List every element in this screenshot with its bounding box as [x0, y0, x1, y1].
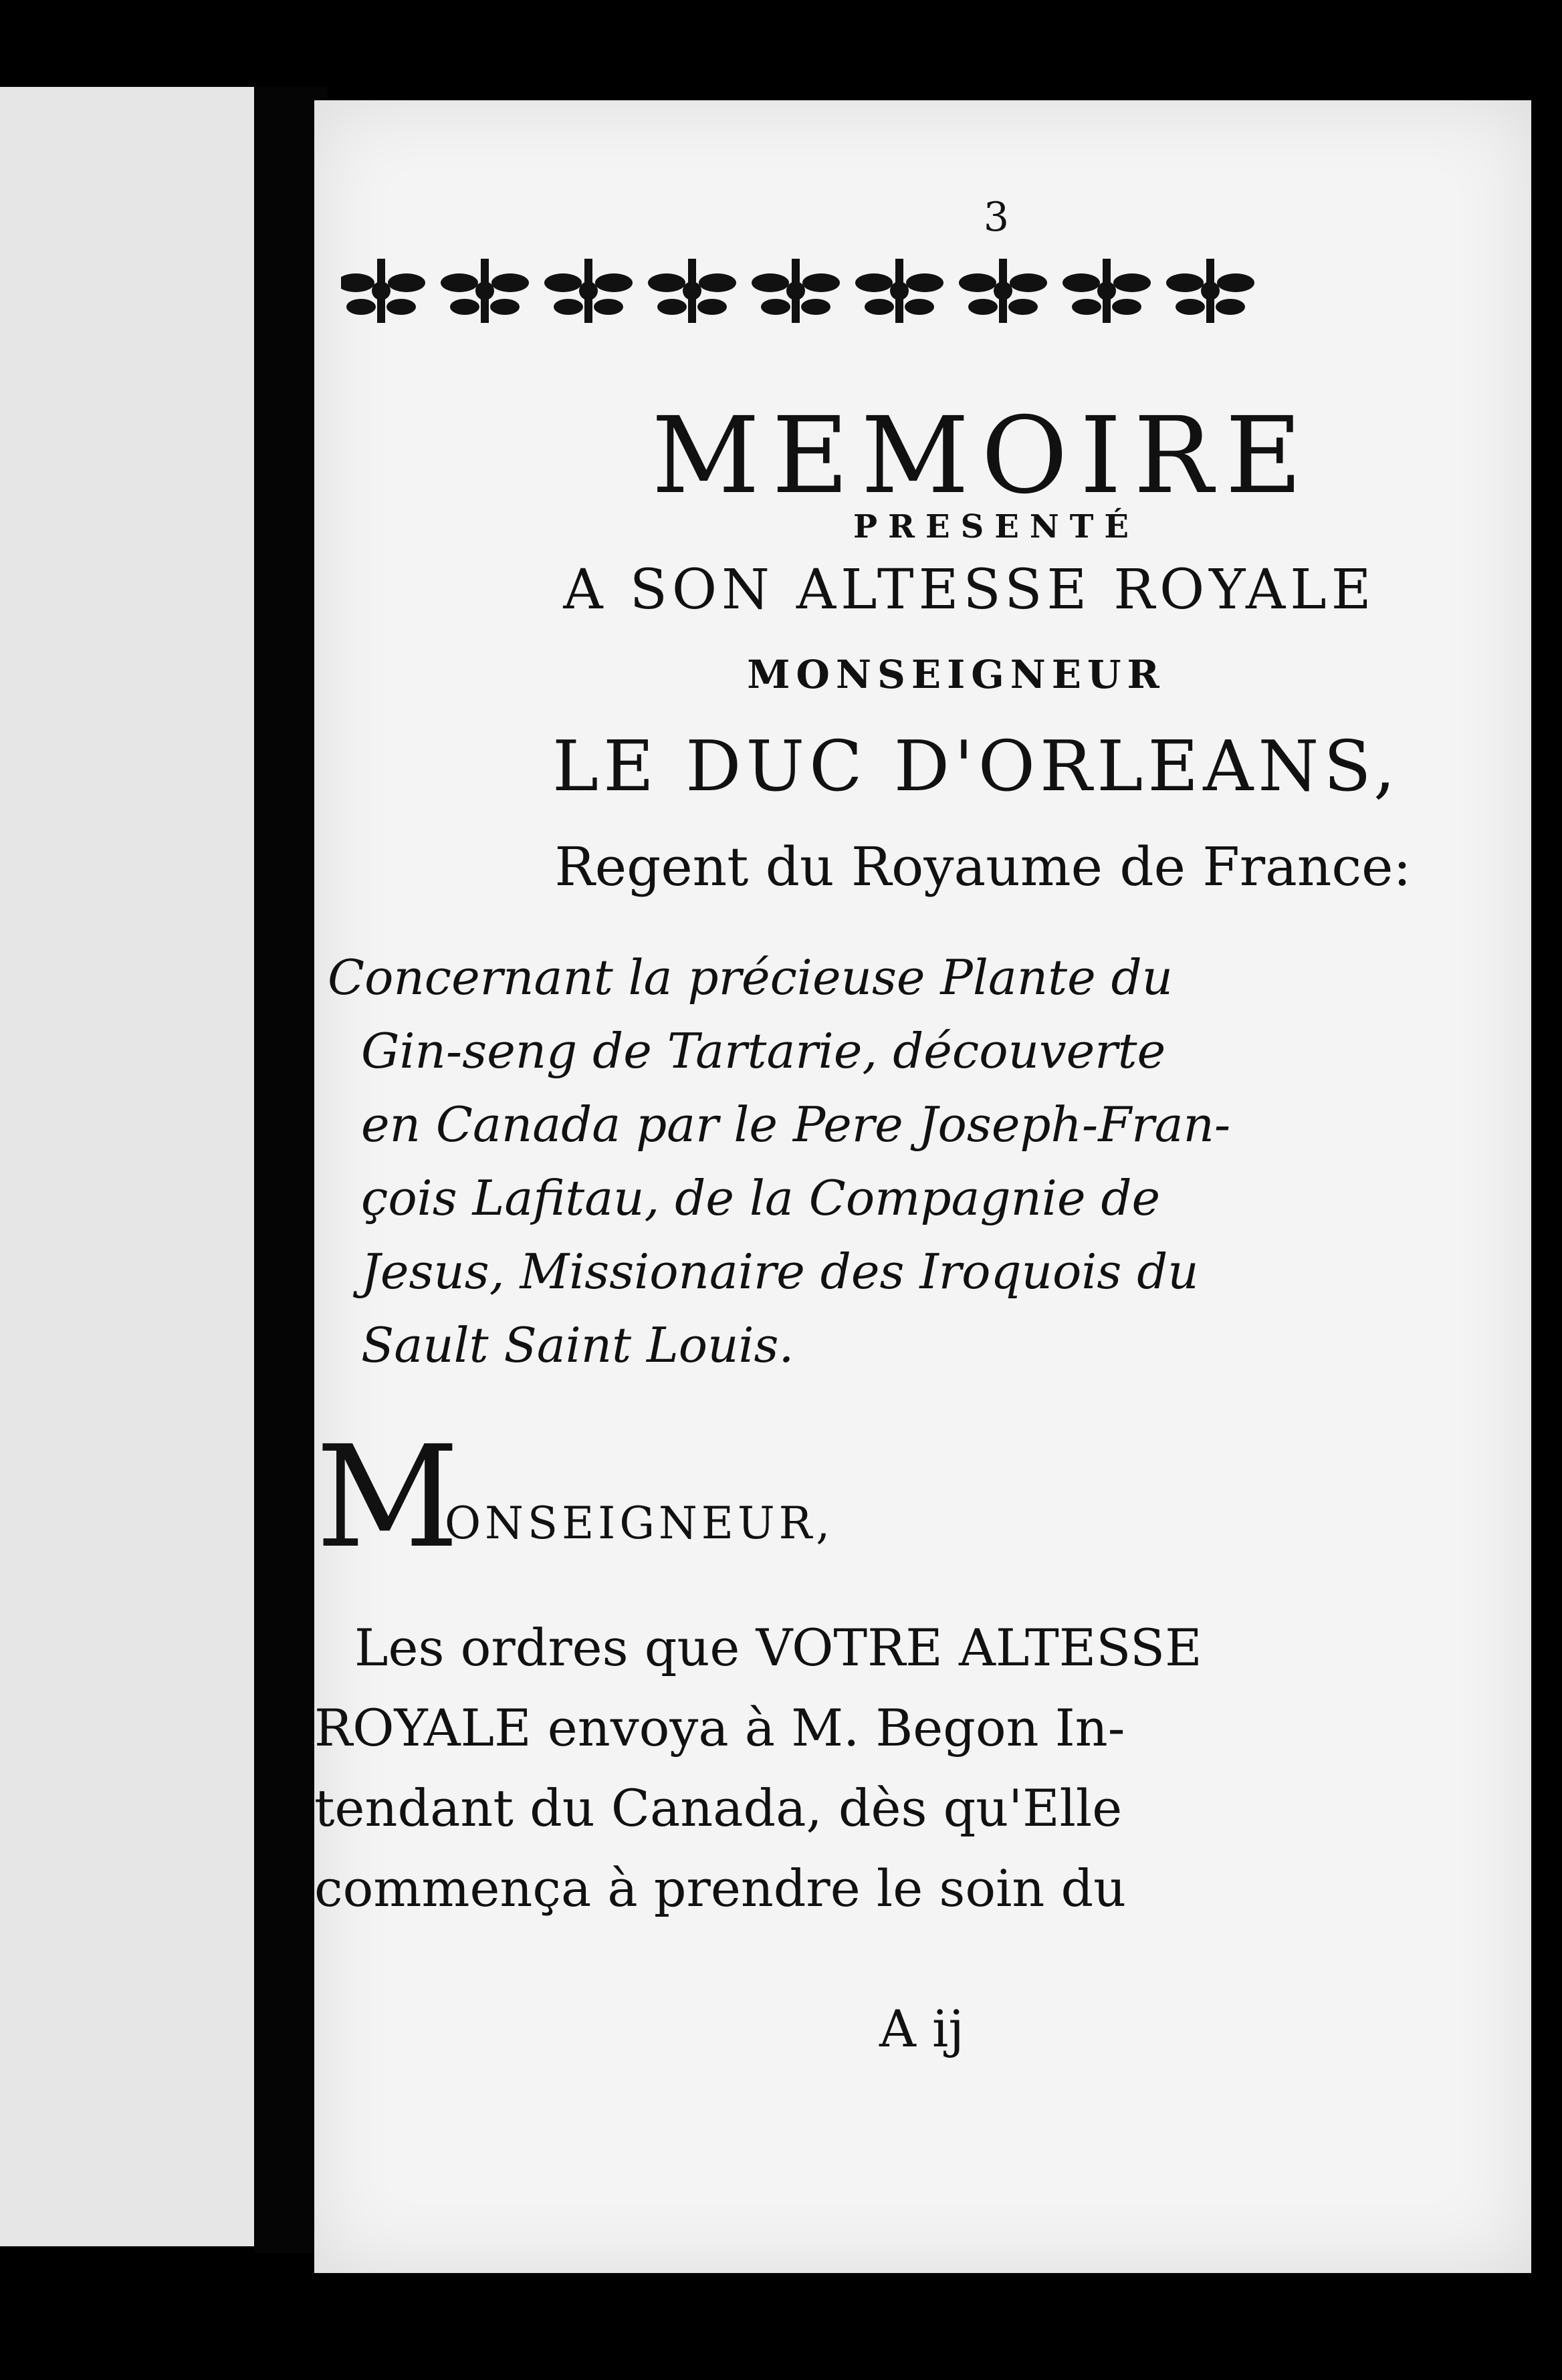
dedication-line: Regent du Royaume de France: — [554, 836, 1412, 898]
subject-line: Concernant la précieuse Plante du — [328, 949, 1174, 1005]
body-text-line: commença à prendre le soin du — [314, 1859, 1127, 1918]
subject-line: en Canada par le Pere Joseph-Fran- — [361, 1096, 1231, 1153]
body-text-line: ROYALE envoya à M. Begon In- — [314, 1698, 1125, 1758]
drop-cap: M — [316, 1415, 460, 1579]
dedication-line: MONSEIGNEUR — [747, 652, 1165, 697]
subject-line: Sault Saint Louis. — [361, 1317, 794, 1373]
dedication-line: LE DUC D'ORLEANS, — [552, 725, 1400, 807]
presented-line: PRESENTÉ — [853, 508, 1139, 546]
fleuron-icon — [855, 259, 943, 323]
title-page — [314, 100, 1531, 2273]
fleuron-icon — [959, 259, 1047, 323]
fleuron-icon — [341, 259, 425, 323]
salutation: ONSEIGNEUR, — [445, 1498, 834, 1549]
dedication-line: A SON ALTESSE ROYALE — [563, 558, 1376, 622]
page-number: 3 — [983, 194, 1010, 241]
fleuron-icon — [1166, 259, 1254, 323]
subject-line: Gin-seng de Tartarie, découverte — [361, 1023, 1166, 1079]
main-title: MEMOIRE — [651, 394, 1315, 517]
fleuron-icon — [1063, 259, 1151, 323]
body-text-line: Les ordres que VOTRE ALTESSE — [354, 1618, 1202, 1677]
fleuron-icon — [544, 259, 633, 323]
facing-page-fragment — [0, 87, 288, 2246]
fleuron-icon — [648, 259, 736, 323]
fleuron-icon — [441, 259, 529, 323]
body-text-line: tendant du Canada, dès qu'Elle — [314, 1778, 1123, 1838]
fleuron-ornament-band — [341, 241, 1531, 341]
fleuron-icon — [752, 259, 840, 323]
signature-mark: A ij — [879, 1999, 964, 2058]
subject-line: Jesus, Missionaire des Iroquois du — [361, 1243, 1199, 1300]
subject-line: çois Lafitau, de la Compagnie de — [361, 1170, 1161, 1226]
